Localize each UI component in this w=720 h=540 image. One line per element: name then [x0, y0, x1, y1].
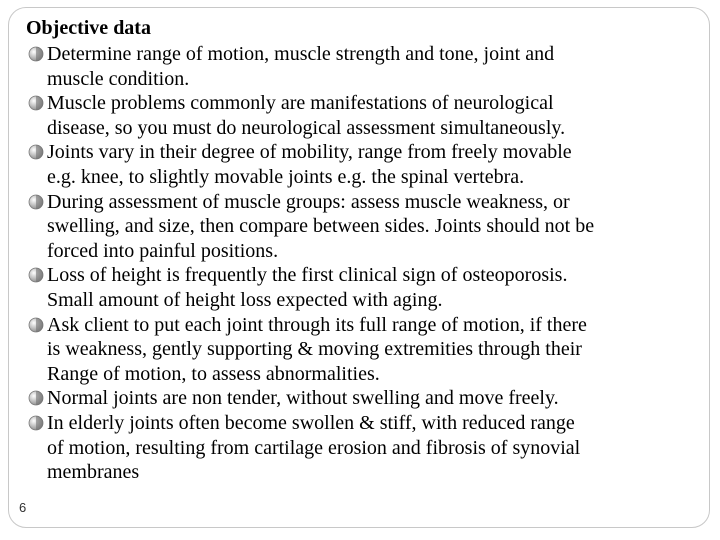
- bullet-text-line: forced into painful positions.: [47, 239, 279, 262]
- bullet-text-line: Muscle problems commonly are manifestations of neurological: [47, 92, 554, 115]
- bullet-item: [26, 386, 706, 411]
- bullet-text-line: e.g. knee, to slightly movable joints e.g. the spinal vertebra.: [47, 165, 525, 188]
- bullet-list: [26, 42, 706, 485]
- half-shaded-circle-bullet-icon: [27, 389, 45, 407]
- bullet-text-line: Range of motion, to assess abnormalities.: [47, 362, 380, 385]
- bullet-text-line: During assessment of muscle groups: assess muscle weakness, or: [47, 190, 570, 213]
- bullet-text-line: Normal joints are non tender, without swelling and move freely.: [47, 387, 559, 410]
- bullet-text-line: Ask client to put each joint through its full range of motion, if there: [47, 313, 587, 336]
- bullet-item: [26, 263, 706, 312]
- bullet-item: [26, 42, 706, 91]
- bullet-item: [26, 140, 706, 189]
- bullet-text-line: In elderly joints often become swollen & stiff, with reduced range: [47, 411, 575, 434]
- bullet-item: [26, 91, 706, 140]
- bullet-text-line: muscle condition.: [47, 67, 190, 90]
- bullet-item: [26, 190, 706, 264]
- bullet-text-line: disease, so you must do neurological assessment simultaneously.: [47, 116, 566, 139]
- half-shaded-circle-bullet-icon: [27, 94, 45, 112]
- half-shaded-circle-bullet-icon: [27, 143, 45, 161]
- bullet-text-line: of motion, resulting from cartilage erosion and fibrosis of synovial: [47, 436, 581, 459]
- bullet-text-line: Small amount of height loss expected with aging.: [47, 288, 443, 311]
- bullet-text-line: Joints vary in their degree of mobility, range from freely movable: [47, 141, 572, 164]
- bullet-item: [26, 313, 706, 387]
- bullet-text-line: Loss of height is frequently the first clinical sign of osteoporosis.: [47, 264, 568, 287]
- page-number: 6: [19, 500, 27, 515]
- half-shaded-circle-bullet-icon: [27, 266, 45, 284]
- half-shaded-circle-bullet-icon: [27, 193, 45, 211]
- slide-content: [26, 14, 706, 485]
- half-shaded-circle-bullet-icon: [27, 45, 45, 63]
- slide-heading: Objective data: [26, 17, 151, 39]
- bullet-text-line: is weakness, gently supporting & moving extremities through their: [47, 338, 582, 361]
- bullet-text-line: swelling, and size, then compare between sides. Joints should not be: [47, 215, 595, 238]
- bullet-item: [26, 411, 706, 485]
- bullet-text-line: membranes: [47, 461, 140, 484]
- bullet-text-line: Determine range of motion, muscle strength and tone, joint and: [47, 43, 555, 65]
- half-shaded-circle-bullet-icon: [27, 316, 45, 334]
- half-shaded-circle-bullet-icon: [27, 414, 45, 432]
